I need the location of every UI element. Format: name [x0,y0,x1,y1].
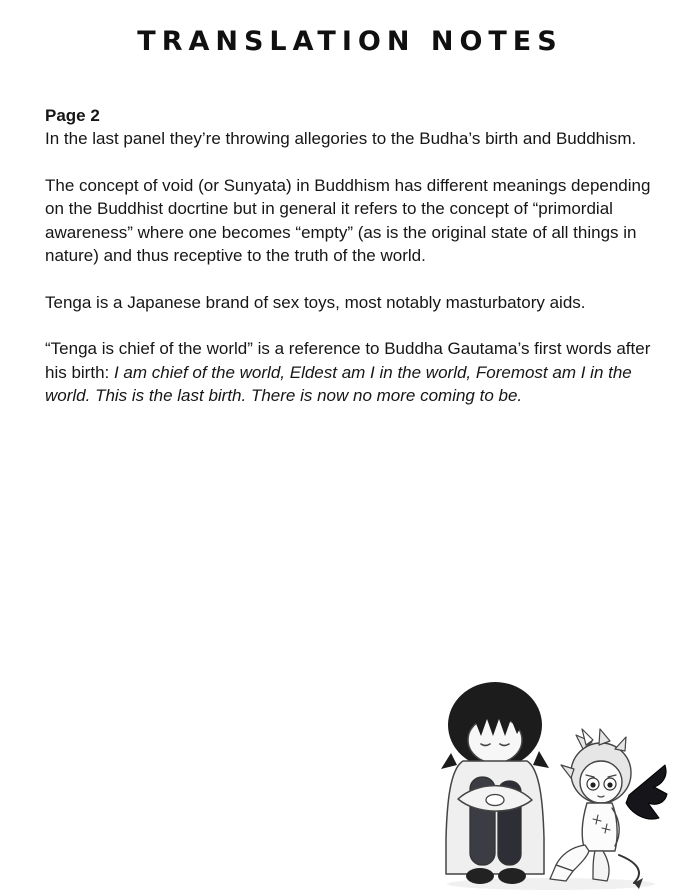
page-title: TRANSLATION NOTES [137,26,563,57]
note-paragraph-2: The concept of void (or Sunyata) in Buddhism has different meanings depending on the Buddhist docrtine but in general it refers to the concept of “primordial awareness” where one becomes “empty” (as is the original state of all things in nature) and thus receptive to the truth of the world. [45,175,651,266]
bat-wing [626,765,667,819]
note-paragraph-4 [45,337,661,407]
character-right [550,729,667,889]
page-number-heading: Page 2 [45,106,100,125]
note-paragraph-4-text: “Tenga is chief of the world” is a reference to Buddha Gautama’s first words after his birth: [45,339,651,382]
manga-illustration [433,673,668,893]
notes-content [45,104,661,431]
note-paragraph-1: In the last panel they’re throwing allegories to the Budha’s birth and Buddhism. [45,129,637,149]
note-paragraph-3: Tenga is a Japanese brand of sex toys, most notably masturbatory aids. [45,292,586,312]
note-block-page2 [45,104,661,151]
character-left [441,682,549,884]
buddha-quote-italic: I am chief of the world, Eldest am I in the world, Foremost am I in the world. This is the last birth. There is now no more coming to be. [45,362,632,406]
